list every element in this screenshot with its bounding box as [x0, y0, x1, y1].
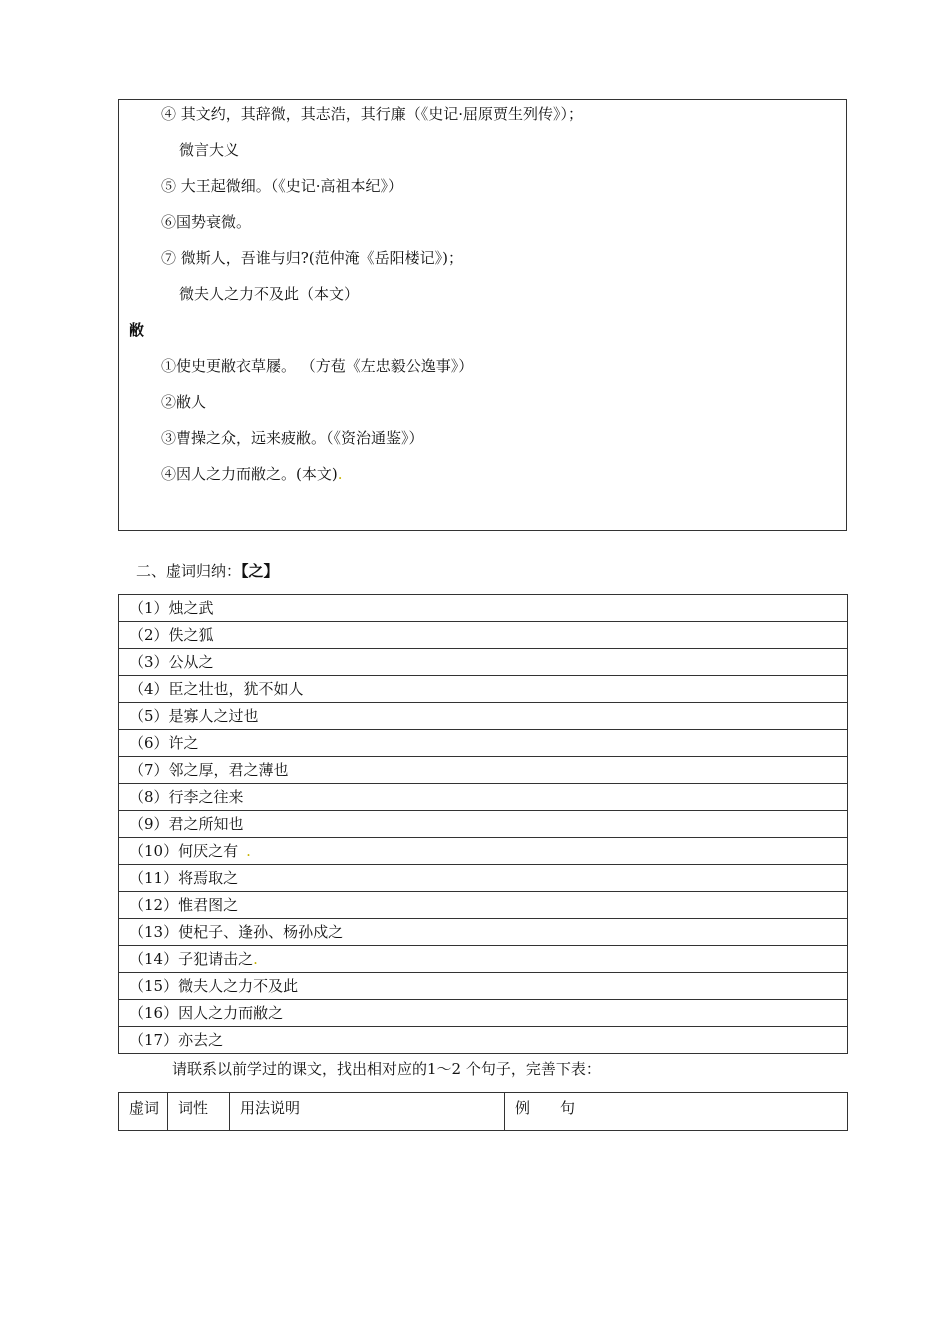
table-cell [119, 784, 848, 811]
table-row [119, 703, 848, 730]
header-cell-word: 虚词 [119, 1093, 168, 1131]
table-row [119, 919, 848, 946]
table-row [119, 946, 848, 973]
item-text: （14）子犯请击之 [129, 950, 254, 968]
table-cell [119, 703, 848, 730]
table-row [119, 595, 848, 622]
item-mark: . [253, 950, 258, 968]
item-text: （4）臣之壮也，犹不如人 [129, 680, 304, 698]
table-cell [119, 865, 848, 892]
section-title-keyword: 【之】 [241, 562, 279, 580]
table-row [119, 622, 848, 649]
item-text: （15）微夫人之力不及此 [129, 977, 299, 995]
box-line-9: ②敝人 [161, 393, 207, 411]
header-cell-usage: 用法说明 [230, 1093, 505, 1131]
item-text: （6）许之 [129, 734, 199, 752]
table-row [119, 676, 848, 703]
item-text: （3）公从之 [129, 653, 214, 671]
table-row [119, 757, 848, 784]
box-line-11-text: ④因人之力而敝之。(本文) [161, 465, 338, 483]
box-line-3: ⑤ 大王起微细。（《史记·高祖本纪》） [161, 177, 404, 195]
box-line-4: ⑥国势衰微。 [161, 213, 252, 231]
summary-table [118, 1092, 848, 1131]
table-cell [119, 946, 848, 973]
table-row [119, 1000, 848, 1027]
table-cell [119, 649, 848, 676]
section-title [136, 561, 279, 581]
summary-header-row [119, 1093, 848, 1131]
table-cell [119, 892, 848, 919]
item-text: （11）将焉取之 [129, 869, 239, 887]
table-row [119, 838, 848, 865]
item-text: （13）使杞子、逢孙、杨孙戍之 [129, 923, 344, 941]
item-text: （16）因人之力而敝之 [129, 1004, 284, 1022]
box-line-8: ①使史更敝衣草屦。 （方苞《左忠毅公逸事》） [161, 357, 474, 375]
table-cell [119, 811, 848, 838]
item-text: （12）惟君图之 [129, 896, 239, 914]
item-text: （7）邻之厚，君之薄也 [129, 761, 289, 779]
table-cell [119, 1000, 848, 1027]
table-cell [119, 1027, 848, 1054]
table-row [119, 1027, 848, 1054]
item-text: （17）亦去之 [129, 1031, 224, 1049]
box-heading-bi: 敝 [129, 321, 145, 339]
box-line-10: ③曹操之众，远来疲敝。（《资治通鉴》） [161, 429, 424, 447]
box-line-11 [161, 464, 343, 484]
table-row [119, 973, 848, 1000]
item-text: （1）烛之武 [129, 599, 214, 617]
section-title-prefix: 二、虚词归纳： [136, 562, 242, 580]
item-text: （2）佚之狐 [129, 626, 214, 644]
table-row [119, 811, 848, 838]
instruction-note: 请联系以前学过的课文，找出相对应的1～2 个句子，完善下表： [172, 1060, 601, 1078]
item-text: （8）行李之往来 [129, 788, 244, 806]
table-cell [119, 838, 848, 865]
box-line-1: ④ 其文约，其辞微，其志浩，其行廉（《史记·屈原贾生列传》）； [161, 105, 584, 123]
box-line-5: ⑦ 微斯人，吾谁与归?(范仲淹《岳阳楼记》)； [161, 249, 464, 267]
box-line-6: 微夫人之力不及此（本文） [179, 285, 360, 303]
table-cell [119, 919, 848, 946]
table-cell [119, 730, 848, 757]
word-usage-box [118, 99, 847, 531]
item-mark: . [246, 842, 251, 860]
table-cell [119, 622, 848, 649]
table-cell [119, 676, 848, 703]
table-row [119, 784, 848, 811]
table-row [119, 892, 848, 919]
box-line-11-mark: . [337, 465, 343, 483]
item-text: （9）君之所知也 [129, 815, 244, 833]
header-cell-pos: 词性 [168, 1093, 230, 1131]
item-text: （5）是寡人之过也 [129, 707, 259, 725]
item-text: （10）何厌之有 [129, 842, 239, 860]
table-cell [119, 595, 848, 622]
table-row [119, 865, 848, 892]
table-cell [119, 757, 848, 784]
box-line-2: 微言大义 [179, 141, 240, 159]
table-row [119, 649, 848, 676]
header-cell-example: 例 句 [505, 1093, 848, 1131]
function-word-table [118, 594, 848, 1054]
table-cell [119, 973, 848, 1000]
table-row [119, 730, 848, 757]
